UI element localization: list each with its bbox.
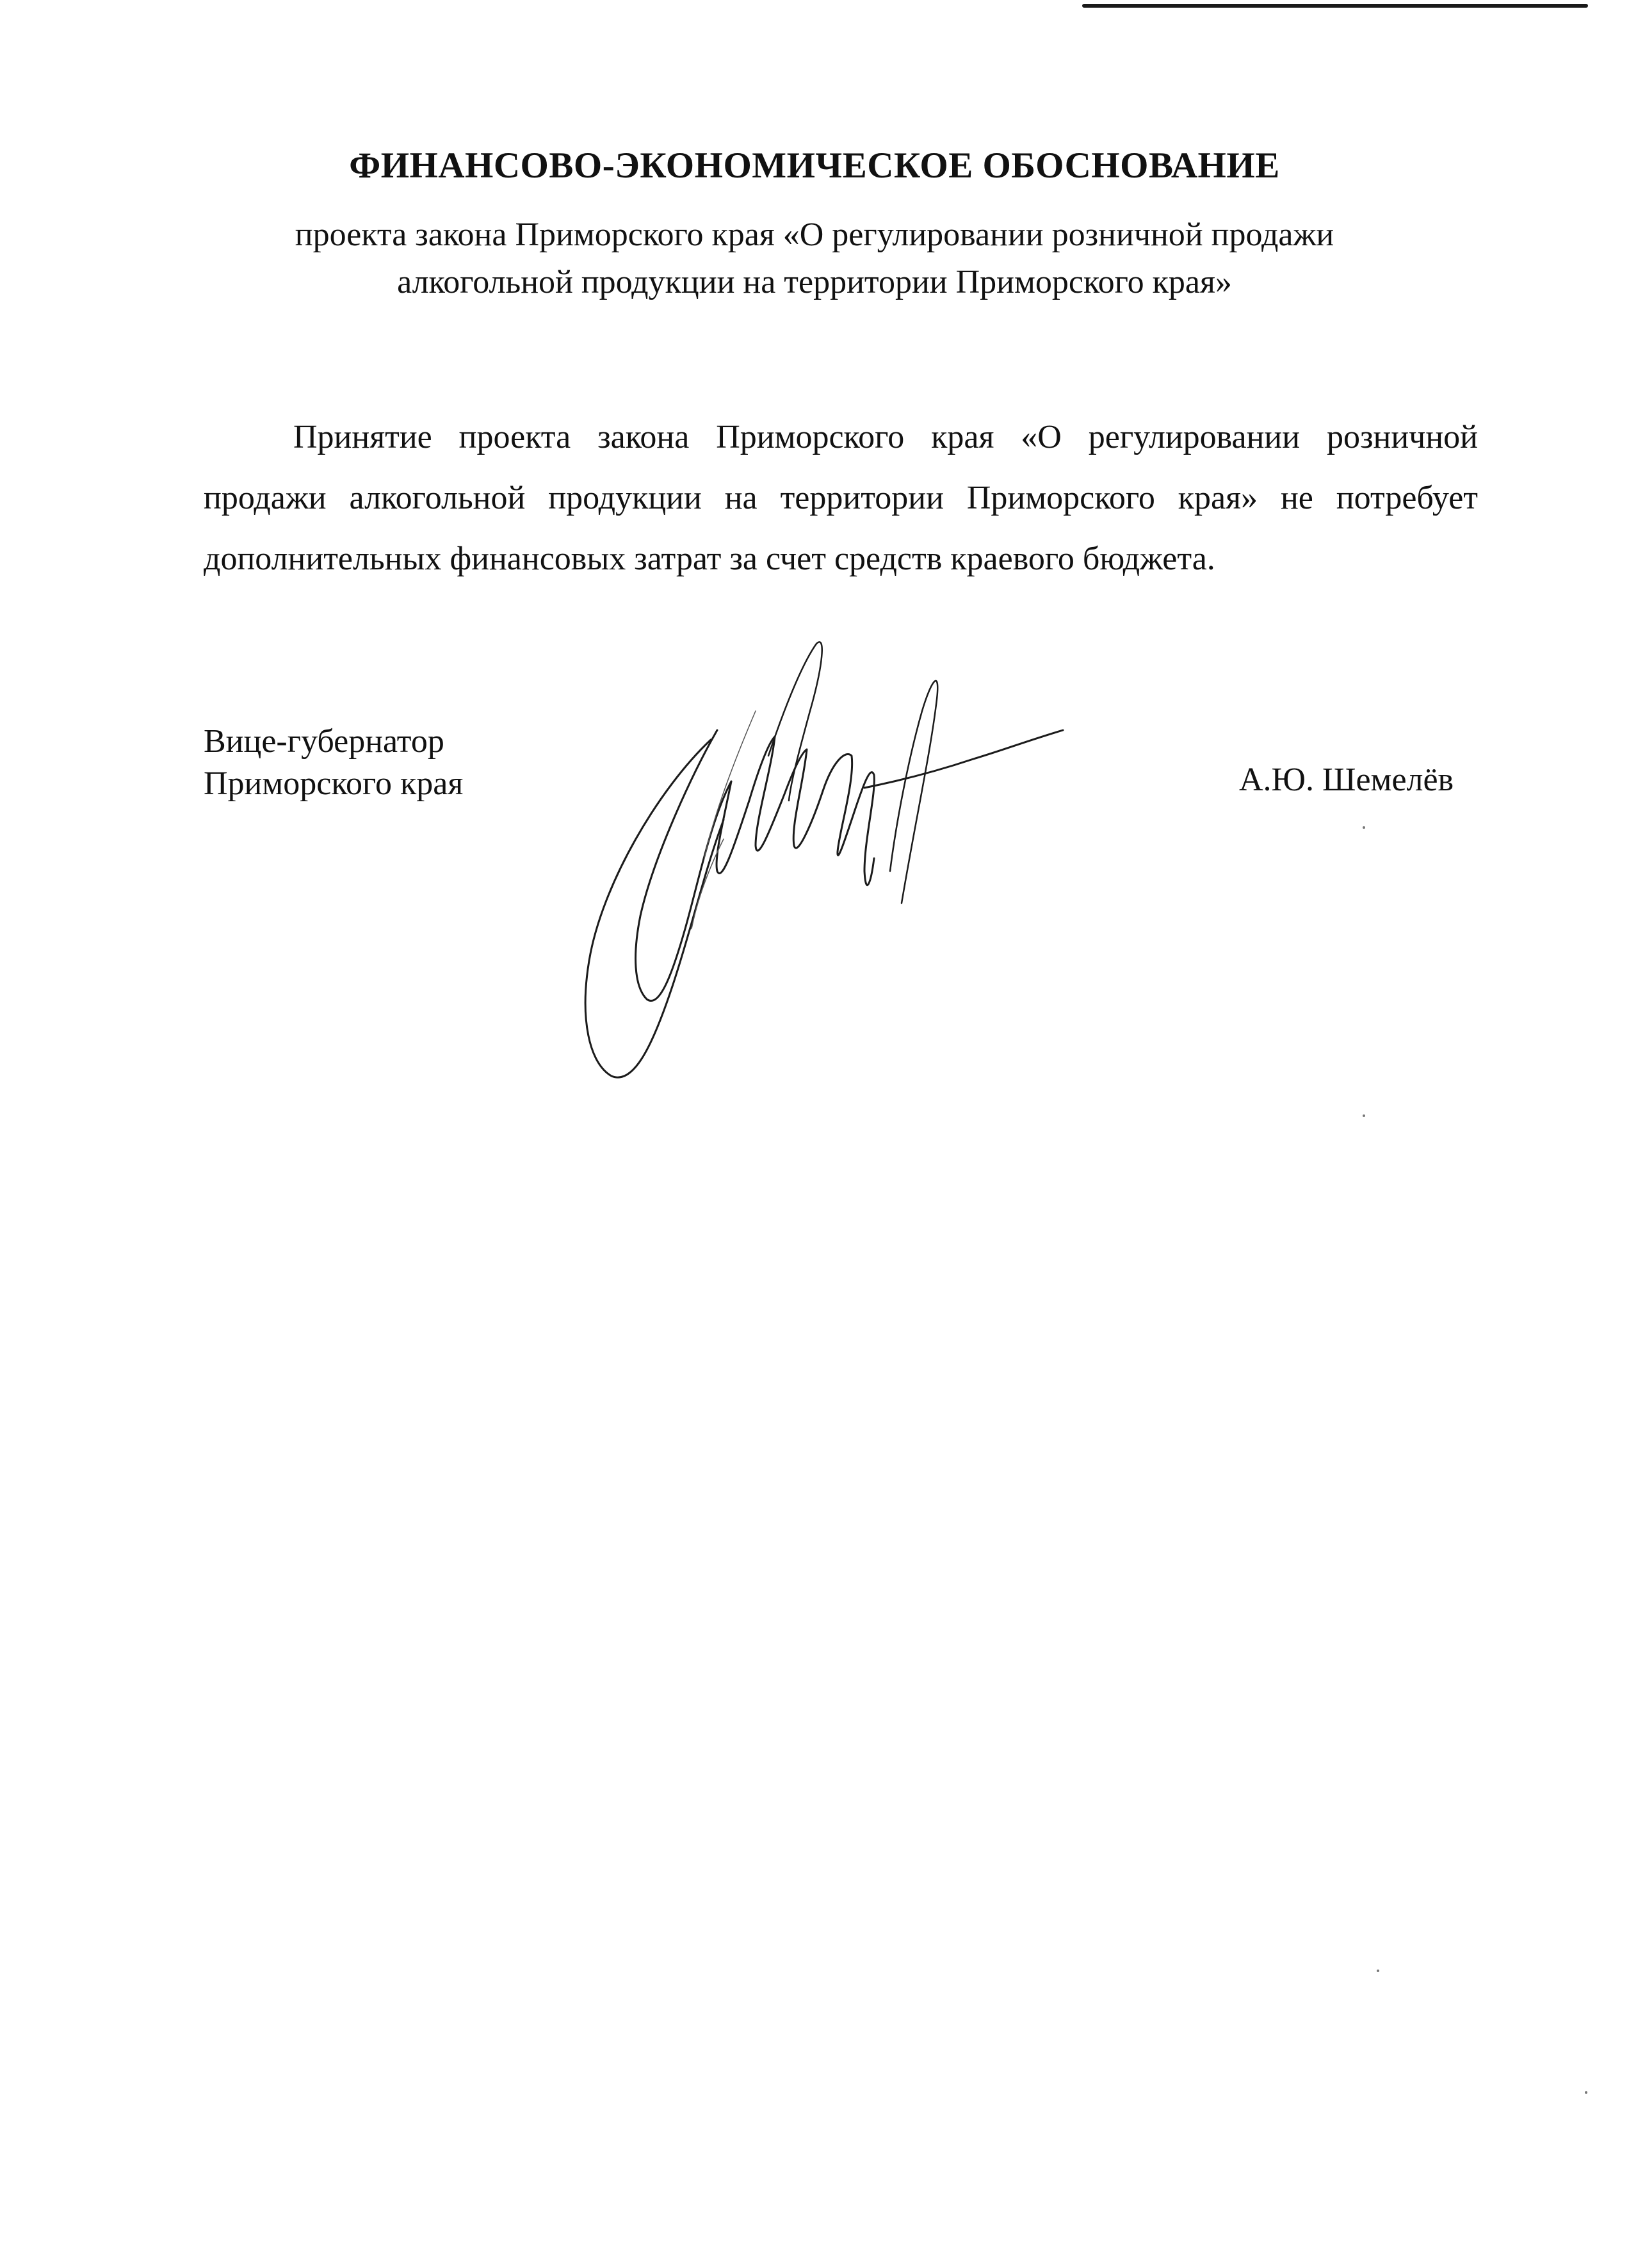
scan-speck	[1363, 826, 1365, 829]
scan-speck	[1377, 1970, 1379, 1972]
document-subtitle	[0, 211, 1629, 306]
position-line: Вице-губернатор	[204, 723, 444, 760]
signatory-position	[204, 721, 463, 805]
body-paragraph: Принятие проекта закона Приморского края «О регулировании розничной продажи алкогольной продукции на территории Приморского края» не потребует дополнительных финансовых затрат за счет средств краевого бюджета.	[204, 419, 1478, 577]
signatory-name: А.Ю. Шемелёв	[1239, 762, 1454, 798]
document-title: ФИНАНСОВО-ЭКОНОМИЧЕСКОЕ ОБОСНОВАНИЕ	[349, 145, 1280, 186]
position-line: Приморского края	[204, 765, 464, 802]
scan-speck	[1363, 1114, 1365, 1117]
scan-speck	[1585, 2091, 1587, 2094]
handwritten-signature	[563, 628, 1089, 1089]
top-rule	[1082, 4, 1588, 8]
subtitle-line: алкогольной продукции на территории Приморского края»	[397, 264, 1232, 300]
subtitle-line: проекта закона Приморского края «О регулировании розничной продажи	[295, 216, 1334, 253]
